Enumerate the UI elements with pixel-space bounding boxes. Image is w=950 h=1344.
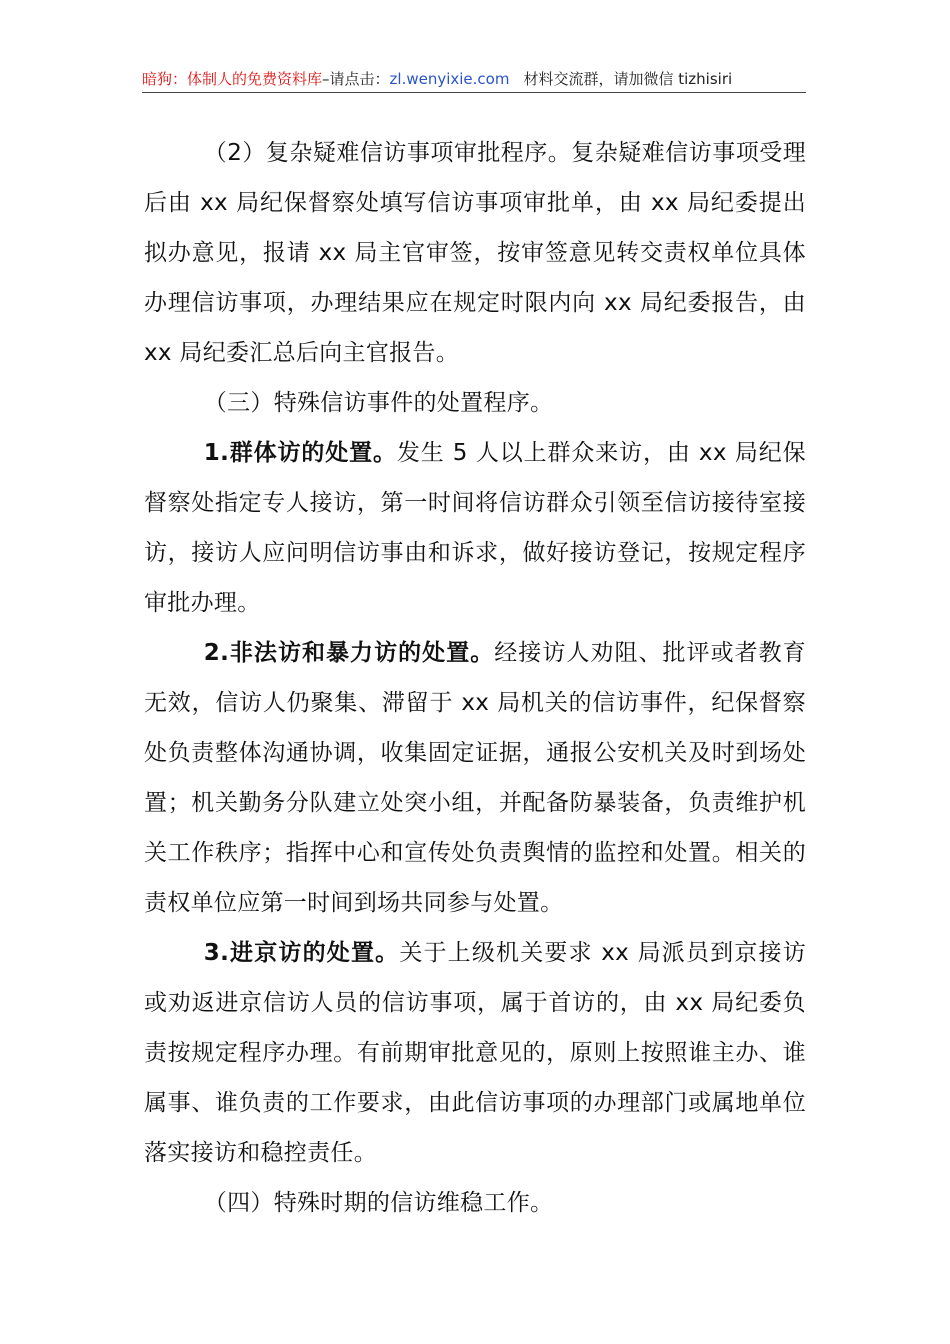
paragraph-text: （四）特殊时期的信访维稳工作。	[203, 1190, 554, 1216]
paragraph-illegal-violent-visit	[144, 628, 806, 928]
paragraph-text: （三）特殊信访事件的处置程序。	[203, 390, 554, 416]
header-click-prefix: –请点击：	[322, 70, 390, 88]
paragraph-group-visit	[144, 428, 806, 628]
page-header	[142, 66, 806, 93]
paragraph-complex-approval	[144, 128, 806, 378]
paragraph-text: 发生 5 人以上群众来访，由 xx 局纪保督察处指定专人接访，第一时间将信访群众引领至信访接待室接访，接访人应问明信访事由和诉求，做好接访登记，按规定程序审批办理。	[144, 440, 806, 616]
paragraph-lead: 3.进京访的处置。	[203, 940, 400, 966]
paragraph-lead: 2.非法访和暴力访的处置。	[203, 640, 495, 666]
paragraph-text: （2）复杂疑难信访事项审批程序。复杂疑难信访事项受理后由 xx 局纪保督察处填写信访事项审批单，由 xx 局纪委提出拟办意见，报请 xx 局主官审签，按审签意见转交责权单位具体办理信访事项，办理结果应在规定时限内向 xx 局纪委报告，由 xx 局纪委汇总后向主官报告。	[144, 140, 806, 366]
paragraph-beijing-visit	[144, 928, 806, 1178]
document-body	[144, 128, 806, 1228]
heading-special-period	[144, 1178, 806, 1228]
paragraph-lead: 1.群体访的处置。	[203, 440, 397, 466]
header-brand: 暗狗：体制人的免费资料库	[142, 70, 323, 88]
heading-special-events	[144, 378, 806, 428]
paragraph-text: 关于上级机关要求 xx 局派员到京接访或劝返进京信访人员的信访事项，属于首访的，由 xx 局纪委负责按规定程序办理。有前期审批意见的，原则上按照谁主办、谁属事、谁负责的工作要求，由此信访事项的办理部门或属地单位落实接访和稳控责任。	[144, 940, 806, 1166]
header-wechat-note: 材料交流群，请加微信 tizhisiri	[523, 70, 733, 88]
header-url-link[interactable]: zl.wenyixie.com	[389, 70, 510, 88]
paragraph-text: 经接访人劝阻、批评或者教育无效，信访人仍聚集、滞留于 xx 局机关的信访事件，纪保督察处负责整体沟通协调，收集固定证据，通报公安机关及时到场处置；机关勤务分队建立处突小组，并配备防暴装备，负责维护机关工作秩序；指挥中心和宣传处负责舆情的监控和处置。相关的责权单位应第一时间到场共同参与处置。	[144, 640, 806, 916]
